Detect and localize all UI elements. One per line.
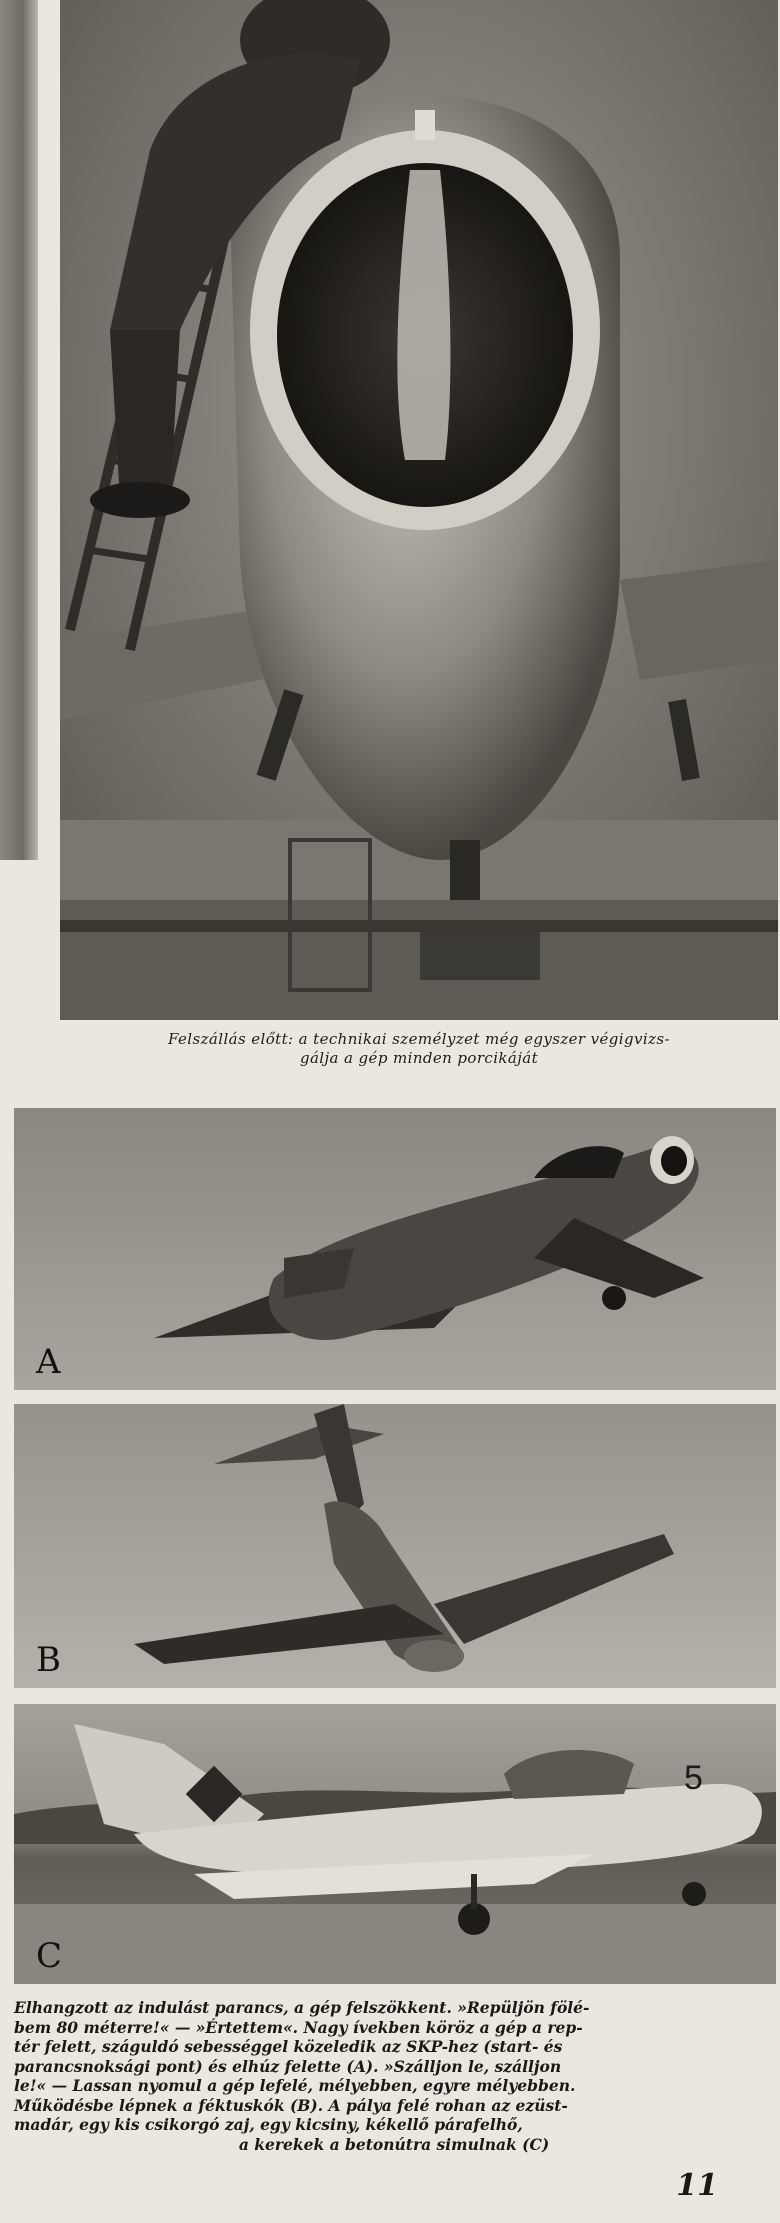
panel-label-c: C [36,1936,63,1976]
tail-number: 5 [684,1759,703,1797]
article-line: parancsnoksági pont) és elhúz felette (A). »Szálljon le, szálljon [14,2056,562,2076]
jet-intake-photo [60,0,778,1020]
article-line: madár, egy kis csikorgó zaj, egy kicsiny, kékellő párafelhő, [14,2115,523,2134]
jet-takeoff-illustration [14,1108,776,1390]
page-number: 11 [676,2168,718,2203]
article-line: tér felett, száguldó sebességgel közeledik az SKP-hez (start- és [14,2037,563,2056]
previous-page-edge [0,0,38,860]
jet-landing-approach-illustration [14,1404,776,1688]
article-line: le!« — Lassan nyomul a gép lefelé, mélyebben, egyre mélyebben. [14,2076,576,2095]
photo-panel-b [14,1404,776,1688]
jet-intake-illustration [60,0,778,1020]
top-photo-caption [60,1030,778,1068]
caption-line-2: gálja a gép minden porcikáját [299,1049,539,1067]
caption-line-1: Felszállás előtt: a technikai személyzet még egyszer végigvizs- [168,1030,670,1048]
photo-panel-c [14,1704,776,1984]
article-line: bem 80 méterre!« — »Értettem«. Nagy ívekben köröz a gép a rep- [14,2017,583,2037]
article-line: Működésbe lépnek a féktuskók (B). A pálya felé rohan az ezüst- [14,2095,568,2115]
article-line: a kerekek a betonútra simulnak (C) [238,2134,550,2154]
photo-panel-a [14,1108,776,1390]
jet-touchdown-illustration [14,1704,776,1984]
article-line: Elhangzott az indulást parancs, a gép felszökkent. »Repüljön fölé- [14,1998,590,2017]
panel-label-b: B [36,1640,61,1680]
panel-label-a: A [36,1342,61,1382]
article-text [14,1998,774,2154]
